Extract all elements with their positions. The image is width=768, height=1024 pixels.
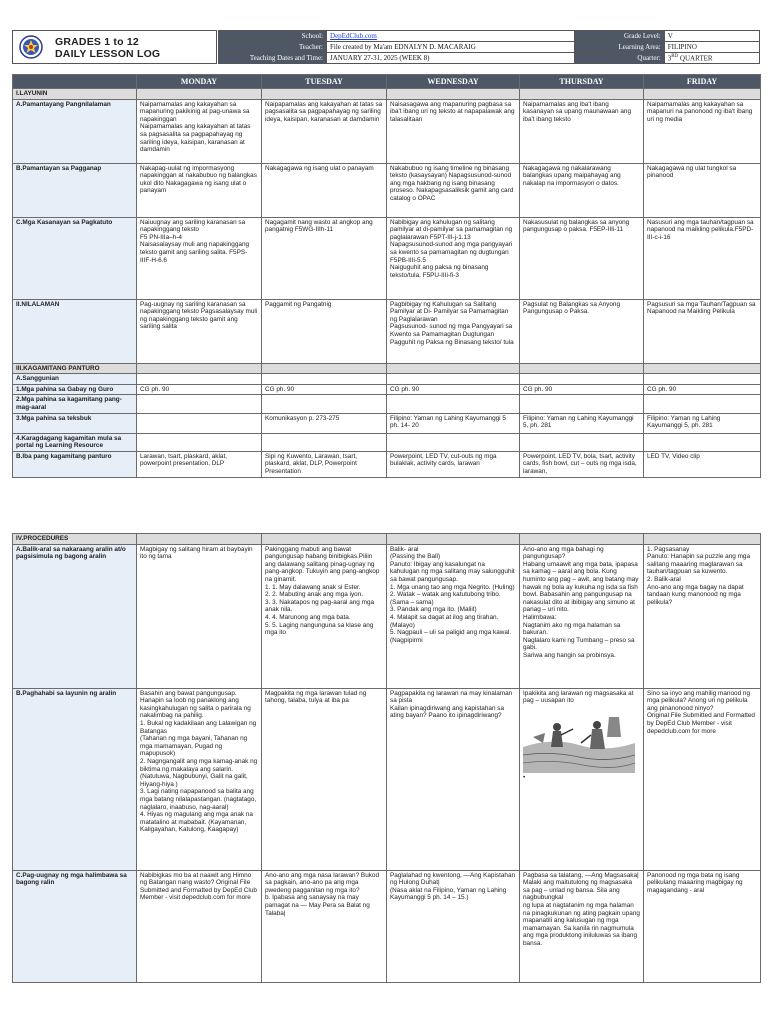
table-cell [644,534,761,545]
table-cell: Nasusuri ang mga tauhan/tagpuan sa napanood na maikling pelikula.F5PD-III-c-i-16 [644,217,761,299]
table-cell [520,534,644,545]
document-title [55,36,160,60]
table-cell: CG ph. 90 [644,384,761,395]
table-cell [137,433,262,451]
table-cell: Powerpoint, LED TV, cut-outs ng mga bulaklak, activity cards, larawan [387,451,520,477]
table-cell: Pagbibigay ng Kahulugan sa Salitang Pamilyar at Di- Pamilyar sa Pamamagitan ng Paglalarawan Pagsusunod- sunod ng mga Pangyayari sa Kwento sa Pamamagitan Dugtungan Pagguhit ng Paksa ng Binasang teksto/ tula [387,299,520,363]
bullet: • [523,773,526,781]
area-value: FILIPINO [664,42,759,53]
table-cell: Magbigay ng salitang hiram at baybayin ito ng tama [137,544,262,688]
header [12,30,760,64]
school-label: School: [219,31,327,42]
table-cell: Naisasagawa ang mapanuring pagbasa sa iba't ibang uri ng teksto at napapalawak ang talasalitaan [387,99,520,163]
table-cell [520,433,644,451]
table-cell: Sipi ng Kuwento, Larawan, tsart, plaskard, aklat, DLP, Powerpoint Presentation [262,451,387,477]
row-mga-kasanayan [13,217,761,299]
table-cell [387,363,520,374]
table-cell: Filipino: Yaman ng Lahing Kayumanggi 5 ph. 14- 20 [387,413,520,433]
quarter-value: 3RD QUARTER [664,53,759,64]
table-cell: Filipino: Yaman ng Lahing Kayumanggi 5, ph. 281 [644,413,761,433]
table-cell: Nakapag-uulat ng impormasyong napakinggan at nakabubuo ng balangkas ukol dito Nakagagawa ng isang ulat o panayam [137,163,262,217]
teacher-value: File created by Ma'am EDNALYN D. MACARAIG [327,42,575,53]
table-cell [644,89,761,100]
teacher-label: Teacher: [219,42,327,53]
row-label: C.Pag-uugnay ng mga halimbawa sa bagong ralin [13,870,137,982]
table-cell: Ano-ano ang mga bahagi ng pangungusap? Habang umaawit ang mga bata, ipapasa sa kamag – aaral ang bola. Kung huminto ang pag – awit, ang batang may hawak ng bola ay kukuha ng isda sa fish bowl. Babasahin ang pangungusap na nakasulat dito at ibibigay ang simuno at panag – uri nito. Halimbawa: Nagtanim ako ng mga halaman sa bakuran. Naglalaro kami ng Tumbang – preso sa gabi. Sariwa ang hangin sa probinsya. [520,544,644,688]
header-meta-table [218,30,760,64]
table-cell [644,395,761,413]
table-cell: Ano-ano ang mga nasa larawan? Bukod sa pagkain, ano-ano pa ang mga pwedeng pagganitan ng mga ito? b. Ipabasa ang sanaysay na may pamagat na — May Pera sa Balat ng Talaba| [262,870,387,982]
table-cell: Larawan, tsart, plaskard, aklat, powerpoint presentation, DLP [137,451,262,477]
table-cell: Naipamamalas ang kakayahan sa mapanuri na panonood ng iba't ibang uri ng media [644,99,761,163]
table-cell [387,534,520,545]
table-cell: Nabibigkas mo ba at naawit ang Himno ng Batangan nang wasto? Original File Submitted and Formatted by DepEd Club Member - visit depedclub.com for more [137,870,262,982]
table-cell: Naipamamalas ang kakayahan sa mapanuring pakikinig at pag-unawa sa napakinggan Naipamamalas ang kakayahan at tatas sa pagsasalita sa pagpapahayag ng sariling ideya, kaisipan, karanasan at damdamin [137,99,262,163]
table-cell [644,363,761,374]
row-label: B.Iba pang kagamitang panturo [13,451,137,477]
table-cell: Powerpoint, LED TV, bola, tsart, activity cards, fish bowl, cut – outs ng mga isda, larawan, [520,451,644,477]
table-cell [137,89,262,100]
row-learning-resource [13,433,761,451]
table-cell: Pagsusuri sa mga Tauhan/Tagpuan sa Napanood na Maikling Pelikula [644,299,761,363]
row-label: A.Pamantayang Pangnilalaman [13,99,137,163]
table-cell [520,363,644,374]
table-cell: Paglalahad ng kwentong, —Ang Kapistahan ng Hulong Duhat| (Nasa aklat na Filipino, Yaman ng Lahing Kayumanggi 5 ph. 14 – 15.) [387,870,520,982]
table-cell: Balik- aral (Passing the Ball) Panuto: Ibigay ang kasalungat na kahulugan ng mga salitang may salungguhit sa bawat pangungusap. 1. Mga unang tao ang mga Negrito. (Huling) 2. Watak – watak ang katutubong tribo. (Sama – sama) 3. Pandak ang mga ito. (Maliit) 4. Malapit sa dagat at ilog ang tirahan. (Malayo) 5. Nagpauli – uli sa paligid ang mga kawal. (Nagpipirmi [387,544,520,688]
table-cell [262,433,387,451]
table-cell: Nakagagawa ng nakalarawang balangkas upang maipahayag ang nakalap na impormasyon o datos. [520,163,644,217]
row-label: 1.Mga pahina sa Gabay ng Guro [13,384,137,395]
table-cell: Nakasusulat ng balangkas sa anyong pangungusap o paksa. F5EP-IIIi-11 [520,217,644,299]
school-link[interactable]: DepEdClub.com [330,32,377,40]
table-cell [137,363,262,374]
table-cell [387,89,520,100]
table-cell: Pag-uugnay ng sariling karanasan sa napakinggang teksto Pagsasalaysay muli ng napakinggang teksto gamit ang sariling salita [137,299,262,363]
row-label: 3.Mga pahina sa teksbuk [13,413,137,433]
day-tuesday: TUESDAY [262,75,387,89]
table-cell: Pagbasa sa talatang, —Ang Magsasaka| Malaki ang maitutulong ng magsasaka sa pag – unlad ng bansa. Sila ang nagbubungkal ng lupa at nagtatanim ng mga halaman na pinagkukunan ng ating pagkain upang mapanatili ang kalusugan ng mga mamamayan. Sa kanila rin nagmumula ang mga produktong iniluluwas sa ibang bansa. [520,870,644,982]
table-cell: Panonood ng mga bata ng isang pelikulang maaaring magbigay ng magagandang - aral [644,870,761,982]
row-label: II.NILALAMAN [13,299,137,363]
day-wednesday: WEDNESDAY [387,75,520,89]
row-kagamitang-pang-mag-aaral [13,395,761,413]
table-cell: Naiuugnay ang sariling karanasan sa napakinggang teksto F5 PN-IIIa–h-4 Naisasalaysay muli ang napakinggang teksto gamit ang sariling salita. F5PS-IIIF-H-6.6 [137,217,262,299]
section-procedures: IV.PROCEDURES [13,534,137,545]
table-cell [262,89,387,100]
grade-label: Grade Level: [574,31,664,42]
table-cell [644,433,761,451]
row-gabay-ng-guro [13,384,761,395]
row-label: A.Balik-aral sa nakaraang aralin at/o pagsisimula ng bagong aralin [13,544,137,688]
title-box [12,30,217,64]
table-cell [387,395,520,413]
table-cell [520,395,644,413]
table-cell: CG ph. 90 [520,384,644,395]
table-cell: Basahin ang bawat pangungusap. Hanapin sa loob ng panaklong ang kasingkahulugan ng salita o parirala ng nakalimbag na pahilig. 1. Bukal ng kadakilaan ang Lalawigan ng Batangas (Tahanan ng mga bayani, Tahanan ng mga mamamayan, Pugad ng mapupusok) 2. Nagngangalit ang mga kamag-anak ng biktima ng makalaya ang salarin. (Natutuwa, Nagbubunyi, Galit na galit, Hiyang-hiya ) 3. Lagi nating napapanood sa balita ang mga batang nilalapastangan. (nagtatago, naglalaro, inaabuso, nag-aaral) 4. Hiyas ng magulang ang mga anak na matatalino at mababait. (Kayamanan, Kaligayahan, Katulong, Kaagapay) [137,688,262,870]
row-label: 4.Karagdagang kagamitan mula sa portal ng Learning Resource [13,433,137,451]
table-cell: Sino sa inyo ang mahilig manood ng mga pelikula? Anong uri ng pelikula ang pinanonood ninyo? Original File Submitted and Formatted by DepEd Club Member - visit depedclub.com for more [644,688,761,870]
table-cell: CG ph. 90 [262,384,387,395]
area-label: Learning Area: [574,42,664,53]
lesson-plan-table-top [12,74,761,478]
label-sanggunian: A.Sanggunian [13,374,137,385]
row-balik-aral [13,544,761,688]
table-cell: Paggamit ng Pangatnig [262,299,387,363]
table-cell: Magpakita ng mga larawan tulad ng tahong, talaba, tulya at iba pa [262,688,387,870]
table-cell: Nabibigay ang kahulugan ng salitang pamilyar at di-pamilyar sa pamamagitan ng paglalarawan F5PT-III-j-1.13 Napagsusunod-sunod ang mga pangyayari sa kwento sa pamamagitan ng dugtungan F5PB-IIIi-5.5 Naiguguhit ang paksa ng binasang teksto/tula. F5PU-IIIi-fi-3 [387,217,520,299]
table-cell: Filipino: Yaman ng Lahing Kayumanggi 5, ph. 281 [520,413,644,433]
table-cell [137,395,262,413]
section-kagamitan: III.KAGAMITANG PANTURO [13,363,137,374]
cell-thursday-paghahabi: Ipakikita ang larawan ng magsasaka at pag – uusapan ito • [520,688,644,870]
quarter-label: Quarter: [574,53,664,64]
table-cell [137,374,262,385]
table-cell: Naipamamalas ang iba't ibang kasanayan sa upang maunawaan ang iba't ibang teksto [520,99,644,163]
table-cell [387,433,520,451]
table-cell: Pagsulat ng Balangkas sa Anyong Pangungusap o Paksa. [520,299,644,363]
row-pamantayang-pangnilalaman [13,99,761,163]
row-pag-uugnay [13,870,761,982]
farmer-illustration [523,707,635,773]
table-cell: Nagagamit nang wasto at angkop ang pangatnig F5WG-IIIh-11 [262,217,387,299]
title-line2: DAILY LESSON LOG [55,48,161,60]
table-cell [262,395,387,413]
day-friday: FRIDAY [644,75,761,89]
table-cell: 1. Pagsasanay Panuto: Hanapin sa puzzle ang mga salitang maaaring maglarawan sa tauhan/tagpuan sa kuwento. 2. Balik-aral Ano-ano ang mga bagay na dapat tandaan kung manonood ng mga pelikula? [644,544,761,688]
row-label: B.Pamantayan sa Pagganap [13,163,137,217]
grade-value: V [664,31,759,42]
table-cell: Nakagagawa ng ulat tungkol sa pinanood [644,163,761,217]
table-cell [262,374,387,385]
row-iba-pang-kagamitan [13,451,761,477]
table-cell: CG ph. 90 [387,384,520,395]
row-label: 2.Mga pahina sa kagamitang pang-mag-aaral [13,395,137,413]
table-cell: Naipapamalas ang kakayahan at tatas sa pagsasalita sa pagpapahayag ng sariling ideya, kaisipan, karanasan at damdamin [262,99,387,163]
table-cell: Nakabubuo ng isang timeline ng binasang teksto (kasaysayan) Napagsusunod-sunod ang mga hakbang ng isang binasang proseso. Nakapagsasaliksik gamit ang card catalog o OPAC [387,163,520,217]
dates-value: JANUARY 27-31, 2025 (WEEK 8) [327,53,575,64]
table-cell [137,534,262,545]
day-header-row [13,75,761,89]
row-label: C.Mga Kasanayan sa Pagkatuto [13,217,137,299]
day-monday: MONDAY [137,75,262,89]
table-cell: LED TV, Video clip [644,451,761,477]
row-pamantayan-sa-pagganap [13,163,761,217]
table-cell [520,89,644,100]
row-paghahabi [13,688,761,870]
row-label: B.Paghahabi sa layunin ng aralin [13,688,137,870]
table-cell [387,374,520,385]
day-thursday: THURSDAY [520,75,644,89]
table-cell: Pakinggang mabuti ang bawat pangungusap habang binibigkas.Piliin ang dalawang salitang pinag-ugnay ng pang-angkop. Tukuyin ang pang-angkop na ginamit. 1. 1. May dalawang anak si Ester. 2. 2. Mabuting anak ang mga iyon. 3. 3. Nakatapos ng pag-aaral ang mga anak nila. 4. 4. Marunong ang mga bata. 5. 5. Laging nangunguna sa klase ang mga ito [262,544,387,688]
table-cell: Komunikasyon p. 273-275 [262,413,387,433]
table-cell: Nakagagawa ng isang ulat o panayam [262,163,387,217]
row-nilalaman [13,299,761,363]
dates-label: Teaching Dates and Time: [219,53,327,64]
lesson-plan-table-procedures [12,533,761,983]
table-cell [137,413,262,433]
deped-seal-icon [19,35,43,59]
table-cell [262,534,387,545]
table-cell: Pagpapakita ng larawan na may kinalaman sa pista Kailan ipinagdiriwang ang kapistahan sa ating bayan? Paano ito ipinagdiriwang? [387,688,520,870]
row-teksbuk [13,413,761,433]
table-cell [520,374,644,385]
table-cell [644,374,761,385]
title-line1: GRADES 1 to 12 [55,36,139,48]
section-layunin: I.LAYUNIN [13,89,137,100]
table-cell [262,363,387,374]
table-cell: CG ph. 90 [137,384,262,395]
